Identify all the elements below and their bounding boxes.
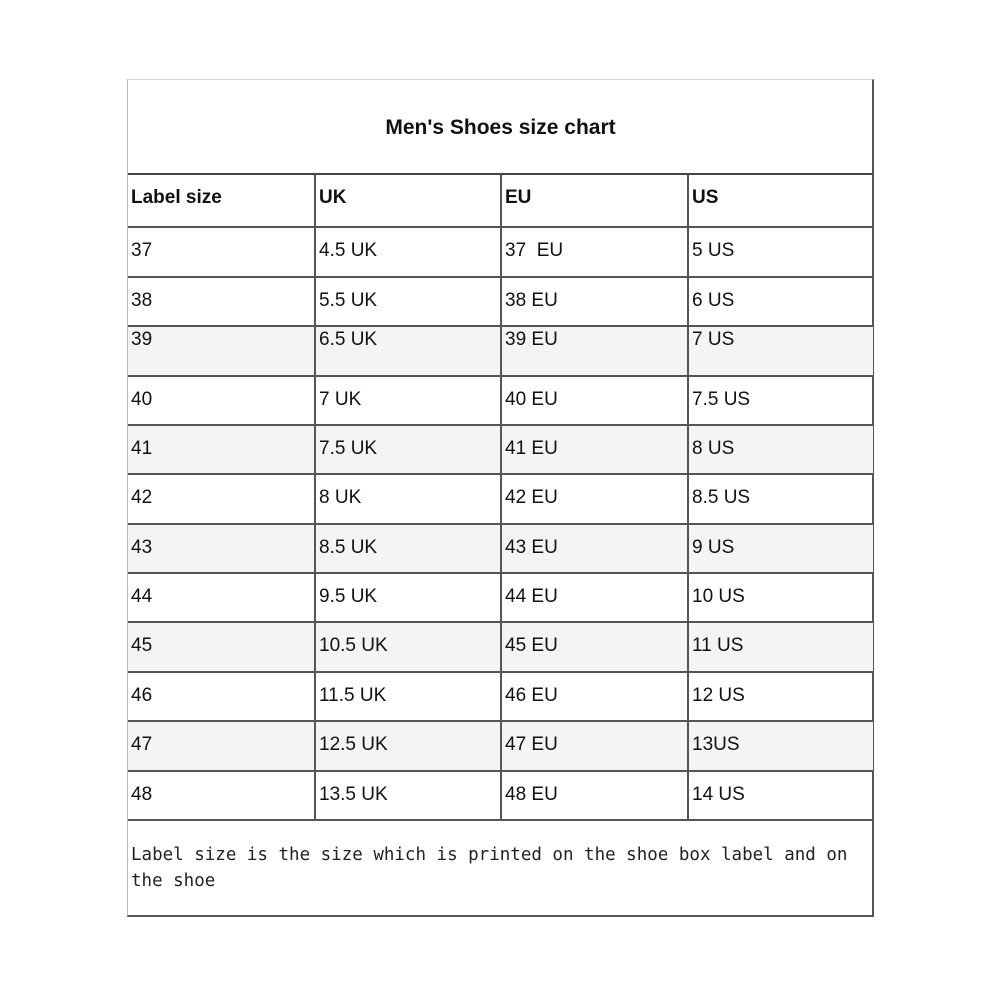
table-row: [128, 474, 873, 523]
header-uk: UK: [315, 175, 501, 227]
cell-us: 7 US: [688, 326, 873, 375]
cell-us: 12 US: [688, 672, 873, 721]
cell-uk: 8 UK: [315, 474, 501, 523]
cell-eu: 41 EU: [501, 425, 688, 474]
table-row: [128, 376, 873, 425]
cell-eu: 44 EU: [501, 573, 688, 622]
cell-us: 6 US: [688, 277, 873, 326]
cell-label-size: 37: [128, 227, 315, 276]
cell-uk: 8.5 UK: [315, 524, 501, 573]
cell-label-size: 47: [128, 721, 315, 770]
cell-eu: 42 EU: [501, 474, 688, 523]
size-table: [128, 175, 873, 821]
cell-us: 5 US: [688, 227, 873, 276]
table-row: [128, 622, 873, 671]
table-row: [128, 573, 873, 622]
cell-eu: 43 EU: [501, 524, 688, 573]
header-label-size: Label size: [128, 175, 315, 227]
cell-us: 10 US: [688, 573, 873, 622]
cell-us: 8 US: [688, 425, 873, 474]
table-header-row: [128, 175, 873, 227]
cell-eu: 46 EU: [501, 672, 688, 721]
cell-eu: 40 EU: [501, 376, 688, 425]
cell-uk: 4.5 UK: [315, 227, 501, 276]
cell-uk: 5.5 UK: [315, 277, 501, 326]
table-row: [128, 277, 873, 326]
cell-us: 13US: [688, 721, 873, 770]
cell-uk: 6.5 UK: [315, 326, 501, 375]
cell-uk: 9.5 UK: [315, 573, 501, 622]
table-row: [128, 524, 873, 573]
cell-label-size: 42: [128, 474, 315, 523]
cell-uk: 10.5 UK: [315, 622, 501, 671]
cell-label-size: 44: [128, 573, 315, 622]
table-row: [128, 771, 873, 820]
cell-uk: 13.5 UK: [315, 771, 501, 820]
cell-label-size: 43: [128, 524, 315, 573]
cell-eu: 37 EU: [501, 227, 688, 276]
cell-us: 11 US: [688, 622, 873, 671]
cell-us: 14 US: [688, 771, 873, 820]
cell-label-size: 40: [128, 376, 315, 425]
header-us: US: [688, 175, 873, 227]
cell-label-size: 48: [128, 771, 315, 820]
cell-us: 8.5 US: [688, 474, 873, 523]
cell-label-size: 46: [128, 672, 315, 721]
footnote: Label size is the size which is printed on the shoe box label and on the shoe: [131, 845, 848, 891]
cell-label-size: 38: [128, 277, 315, 326]
cell-label-size: 39: [128, 326, 315, 375]
cell-eu: 47 EU: [501, 721, 688, 770]
title-row: [128, 80, 873, 175]
table-row: [128, 672, 873, 721]
cell-eu: 39 EU: [501, 326, 688, 375]
table-row: [128, 326, 873, 375]
header-eu: EU: [501, 175, 688, 227]
cell-us: 9 US: [688, 524, 873, 573]
table-row: [128, 227, 873, 276]
cell-eu: 48 EU: [501, 771, 688, 820]
table-row: [128, 721, 873, 770]
cell-label-size: 41: [128, 425, 315, 474]
cell-eu: 38 EU: [501, 277, 688, 326]
cell-uk: 12.5 UK: [315, 721, 501, 770]
cell-eu: 45 EU: [501, 622, 688, 671]
cell-uk: 7.5 UK: [315, 425, 501, 474]
cell-us: 7.5 US: [688, 376, 873, 425]
table-row: [128, 425, 873, 474]
size-chart-frame: [127, 79, 874, 917]
cell-label-size: 45: [128, 622, 315, 671]
cell-uk: 7 UK: [315, 376, 501, 425]
cell-uk: 11.5 UK: [315, 672, 501, 721]
chart-title: Men's Shoes size chart: [385, 115, 616, 139]
